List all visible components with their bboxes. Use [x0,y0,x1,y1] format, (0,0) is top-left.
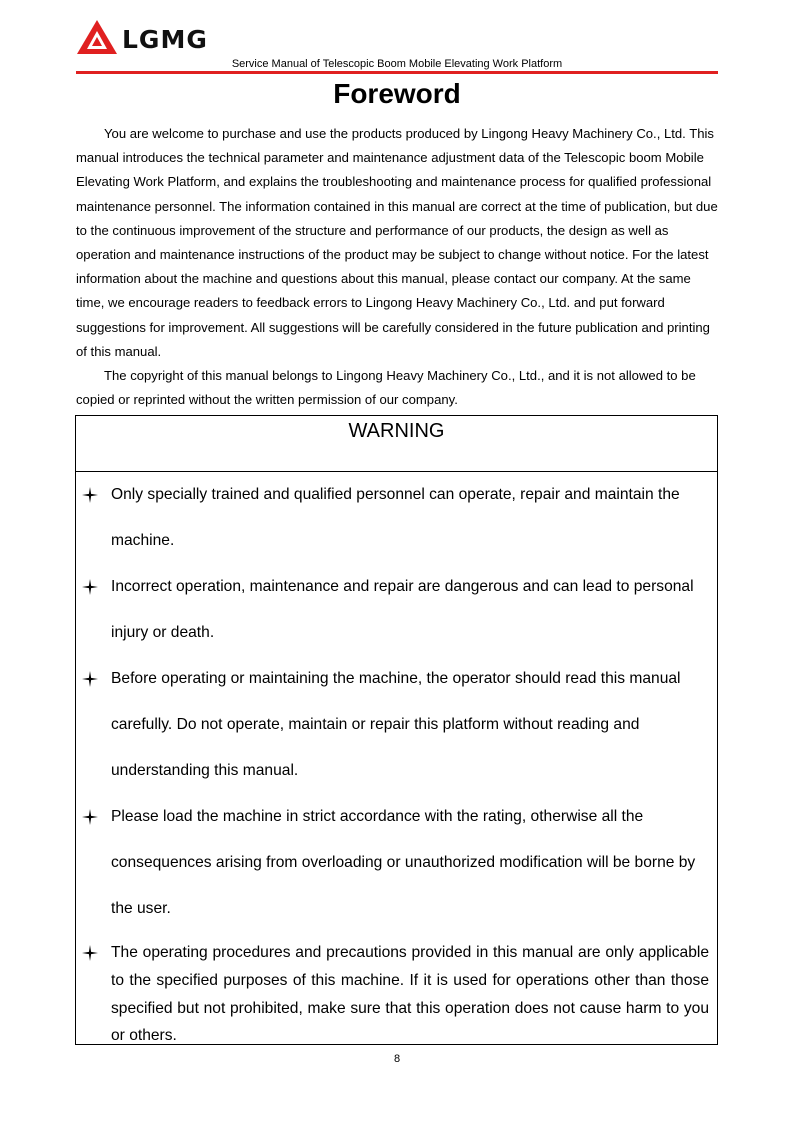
lgmg-logo [76,18,226,56]
warning-item-text: The operating procedures and precautions provided in this manual are only applicable to the specified purposes of this machine. If it is used for operations other than those specified but not prohibited, make sure that this operation does not cause harm to you or others. [111,944,709,1045]
foreword-body [76,122,720,412]
page-number: 8 [393,1053,401,1065]
warning-item [76,472,717,564]
warning-item [76,939,717,1050]
header-subtitle: Service Manual of Telescopic Boom Mobile Elevating Work Platform [231,58,563,70]
paragraph: You are welcome to purchase and use the products produced by Lingong Heavy Machinery Co., Ltd. This manual introduces the technical parameter and maintenance adjustment data of the Telescopic boom Mobile Elevating Work Platform, and explains the troubleshooting and maintenance process for qualified professional maintenance personnel. The information contained in this manual are correct at the time of publication, but due to the continuous improvement of the structure and performance of our products, the design as well as operation and maintenance instructions of the product may be subject to change without notice. For the latest information about the machine and questions about this manual, please contact our company. At the same time, we encourage readers to feedback errors to Lingong Heavy Machinery Co., Ltd. and put forward suggestions for improvement. All suggestions will be carefully considered in the future publication and printing of this manual. [76,126,718,359]
warning-item-text: Incorrect operation, maintenance and repair are dangerous and can lead to personal injury or death. [111,578,694,641]
four-point-star-icon [82,579,98,595]
logo-text: LGMG [122,25,208,54]
four-point-star-icon [82,945,98,961]
warning-item [76,564,717,656]
warning-heading: WARNING [76,416,717,472]
four-point-star-icon [82,671,98,687]
warning-item [76,794,717,932]
paragraph: The copyright of this manual belongs to Lingong Heavy Machinery Co., Ltd., and it is not allowed to be copied or reprinted without the written permission of our company. [76,368,696,408]
warning-item-text: Before operating or maintaining the machine, the operator should read this manual carefully. Do not operate, maintain or repair this platform without reading and understanding this manual. [111,670,681,779]
four-point-star-icon [82,809,98,825]
four-point-star-icon [82,487,98,503]
warning-item-text: Please load the machine in strict accordance with the rating, otherwise all the consequences arising from overloading or unauthorized modification will be borne by the user. [111,808,696,917]
page-title: Foreword [333,78,461,109]
lgmg-triangle-icon [76,18,118,56]
warning-box [75,415,718,1045]
header-divider [76,71,718,74]
warning-item [76,656,717,794]
warning-item-text: Only specially trained and qualified personnel can operate, repair and maintain the machine. [111,486,680,549]
warning-list [76,472,717,1050]
